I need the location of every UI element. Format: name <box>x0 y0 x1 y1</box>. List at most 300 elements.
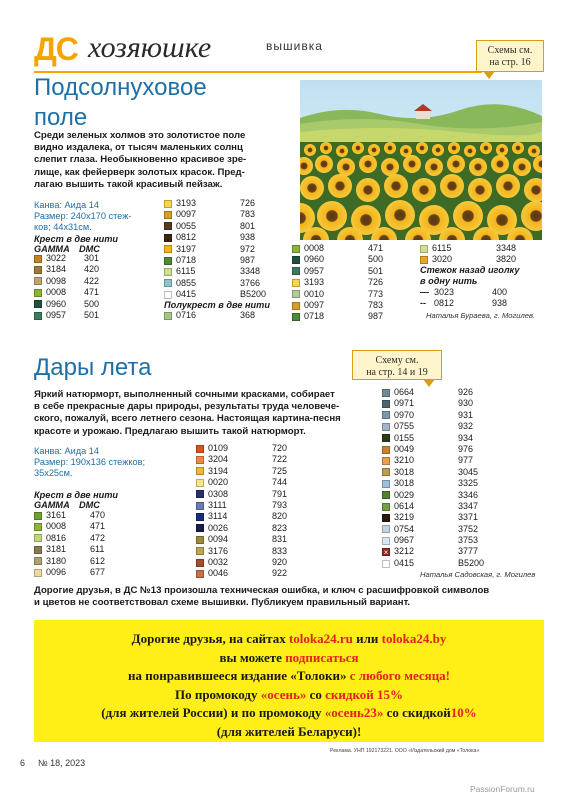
thread-row <box>420 243 540 254</box>
thread-row <box>164 255 284 266</box>
promo-text: со <box>309 686 322 702</box>
callout-tail <box>483 71 495 79</box>
color-swatch <box>292 267 300 275</box>
canvas-info: Канва: Аида 14 Размер: 190х136 стежков; 35х25см. <box>34 446 146 478</box>
thread-row <box>34 287 144 298</box>
dmc-code: 3371 <box>458 512 479 523</box>
thread-row <box>382 467 512 478</box>
color-swatch <box>34 277 42 285</box>
color-swatch <box>382 389 390 397</box>
dmc-code: 400 <box>492 287 508 297</box>
gamma-code: 3204 <box>208 454 229 465</box>
dmc-code: B5200 <box>240 289 267 300</box>
gamma-code: 0812 <box>434 298 455 309</box>
dmc-code: 783 <box>368 299 384 310</box>
thread-row <box>292 300 402 311</box>
gamma-code: 3193 <box>176 198 197 208</box>
color-swatch <box>34 534 42 542</box>
color-swatch <box>34 557 42 565</box>
dmc-code: 471 <box>84 287 100 298</box>
callout-line: Схему см. <box>375 355 419 366</box>
thread-row <box>164 221 284 232</box>
thread-row <box>34 556 144 567</box>
cross-stitch-header: Крест в две нити <box>34 234 119 244</box>
gamma-code: 0971 <box>394 398 415 409</box>
gamma-code: 0097 <box>176 209 197 220</box>
gamma-code: 0967 <box>394 535 415 546</box>
color-swatch <box>34 546 42 554</box>
dmc-code: 500 <box>368 254 384 265</box>
gamma-code: 3176 <box>208 545 229 556</box>
thread-row <box>292 243 402 254</box>
scheme-callout <box>476 40 544 72</box>
dmc-code: 726 <box>240 198 256 208</box>
color-swatch <box>382 480 390 488</box>
dmc-code: 3045 <box>458 466 479 477</box>
promo-banner <box>34 620 544 742</box>
dmc-code: 831 <box>272 534 288 545</box>
thread-row <box>34 276 144 287</box>
thread-row <box>196 454 326 465</box>
key-column <box>196 443 326 580</box>
backstitch-row <box>420 298 540 309</box>
thread-row <box>382 455 512 466</box>
color-swatch <box>420 245 428 253</box>
thread-row <box>34 310 144 321</box>
dmc-code: 791 <box>272 488 288 499</box>
header-rule <box>34 71 482 73</box>
color-swatch <box>164 234 172 242</box>
dmc-code: 3346 <box>458 489 479 500</box>
thread-row <box>196 511 326 522</box>
gamma-code: 0960 <box>304 254 325 265</box>
thread-row <box>164 278 284 289</box>
promo-discount: скидкой 15% <box>325 686 404 702</box>
dmc-code: 726 <box>368 277 384 288</box>
color-swatch <box>382 560 390 568</box>
color-swatch <box>164 245 172 253</box>
dmc-code: 976 <box>458 443 474 454</box>
gamma-code: 0957 <box>304 265 325 276</box>
color-swatch <box>196 490 204 498</box>
dmc-code: 922 <box>272 568 288 579</box>
thread-row <box>196 500 326 511</box>
gamma-code: 0109 <box>208 443 229 453</box>
dmc-code: 3348 <box>496 243 517 253</box>
thread-row <box>292 311 402 322</box>
gamma-code: 0718 <box>176 254 197 265</box>
dmc-code: 744 <box>272 477 288 488</box>
promo-text: (для жителей Беларуси)! <box>216 723 362 739</box>
scheme-callout <box>352 350 442 380</box>
issue-label: № 18, 2023 <box>38 758 86 768</box>
gamma-code: 0754 <box>394 523 415 534</box>
thread-row <box>196 546 326 557</box>
backstitch-row <box>420 287 540 298</box>
thread-row <box>34 510 144 521</box>
color-swatch <box>382 434 390 442</box>
gamma-code: 0096 <box>46 566 67 577</box>
thread-row <box>196 466 326 477</box>
thread-row <box>34 521 144 532</box>
dmc-code: 833 <box>272 545 288 556</box>
color-swatch <box>196 502 204 510</box>
dmc-code: B5200 <box>458 557 485 568</box>
color-swatch <box>382 400 390 408</box>
sunflower-field-image <box>300 80 542 240</box>
color-swatch <box>382 537 390 545</box>
color-swatch <box>164 268 172 276</box>
dmc-code: 934 <box>458 432 474 443</box>
backstitch-header: Стежок назад иголку в одну нить <box>420 265 520 286</box>
thread-row <box>382 535 512 546</box>
color-swatch <box>196 536 204 544</box>
gamma-code: 0960 <box>46 298 67 309</box>
gamma-code: 0010 <box>304 288 325 299</box>
color-swatch <box>292 290 300 298</box>
gamma-code: 0055 <box>176 220 197 231</box>
gamma-code: 3197 <box>176 243 197 254</box>
color-swatch <box>382 446 390 454</box>
gamma-code: 0026 <box>208 522 229 533</box>
color-swatch <box>34 569 42 577</box>
promo-highlight: подписаться <box>285 649 359 665</box>
gamma-code: 0049 <box>394 443 415 454</box>
thread-row <box>196 557 326 568</box>
dmc-code: 920 <box>272 556 288 567</box>
color-swatch <box>382 423 390 431</box>
key-column <box>420 243 540 266</box>
thread-row <box>382 444 512 455</box>
thread-row <box>292 277 402 288</box>
color-swatch <box>164 279 172 287</box>
promo-text: со скидкой <box>386 705 451 720</box>
gamma-code: 3184 <box>46 264 67 275</box>
color-swatch <box>196 524 204 532</box>
color-swatch <box>196 570 204 578</box>
dmc-code: 720 <box>272 443 288 453</box>
dmc-code: 793 <box>272 499 288 510</box>
gamma-code: 3180 <box>46 555 67 566</box>
dmc-code: 677 <box>90 566 106 577</box>
color-swatch <box>382 514 390 522</box>
col-dmc-label: DMC <box>79 244 100 254</box>
magazine-logo: ДС <box>34 31 78 67</box>
dmc-code: 725 <box>272 465 288 476</box>
color-swatch <box>382 468 390 476</box>
dmc-code: 932 <box>458 421 474 432</box>
thread-row <box>382 433 512 444</box>
dmc-code: 368 <box>240 310 256 320</box>
color-swatch <box>34 523 42 531</box>
color-swatch <box>382 525 390 533</box>
gamma-code: 3181 <box>46 544 67 555</box>
col-gamma-label: GAMMA <box>34 500 70 510</box>
gamma-code: 3219 <box>394 512 415 523</box>
thread-row <box>34 544 144 555</box>
gamma-code: 0614 <box>394 500 415 511</box>
color-swatch <box>34 512 42 520</box>
gamma-code: 0970 <box>394 409 415 420</box>
color-swatch <box>382 411 390 419</box>
promo-link-ru[interactable]: toloka24.ru <box>288 631 353 646</box>
color-swatch <box>292 245 300 253</box>
dmc-code: 820 <box>272 511 288 522</box>
key-column <box>164 310 284 321</box>
dmc-code: 501 <box>368 265 384 276</box>
promo-code: «осень23» <box>324 705 384 720</box>
dmc-code: 471 <box>90 521 106 532</box>
thread-row <box>164 232 284 243</box>
gamma-code: 0415 <box>176 289 197 300</box>
gamma-code: 0008 <box>46 287 67 298</box>
dmc-code: 472 <box>90 532 106 543</box>
color-swatch <box>196 479 204 487</box>
promo-text: Дорогие друзья, на сайтах <box>131 631 286 646</box>
line-style-marker: -- <box>420 298 426 309</box>
dmc-code: 987 <box>368 311 384 322</box>
thread-row <box>34 533 144 544</box>
color-swatch <box>292 279 300 287</box>
gamma-code: 3023 <box>434 287 455 297</box>
dmc-code: 3820 <box>496 254 517 265</box>
backstitch-key <box>420 287 540 310</box>
gamma-code: 0716 <box>176 310 197 320</box>
thread-row <box>196 489 326 500</box>
article-title: Дары лета <box>34 354 152 381</box>
dmc-code: 501 <box>84 309 100 320</box>
thread-row <box>164 244 284 255</box>
thread-row <box>382 478 512 489</box>
thread-row <box>382 524 512 535</box>
dmc-code: 977 <box>458 455 474 466</box>
gamma-code: 0816 <box>46 532 67 543</box>
thread-row <box>196 443 326 454</box>
gamma-code: 3193 <box>304 277 325 288</box>
gamma-code: 6115 <box>432 243 452 253</box>
color-swatch <box>34 266 42 274</box>
key-column <box>292 243 402 323</box>
thread-row <box>382 421 512 432</box>
thread-row <box>292 254 402 265</box>
dmc-code: 3348 <box>240 266 261 277</box>
article-description: Яркий натюрморт, выполненный сочными красками, собирает в себе прекрасные дары природы, результаты труда человече- ского, пожалуй, всего летнего сезона. Настоящая картина-песня красоте и урожаю. Предлагаю вышить такой натюрморт. <box>34 389 341 437</box>
gamma-code: 0308 <box>208 488 229 499</box>
gamma-code: 3194 <box>208 465 229 476</box>
article-title: Подсолнуховое поле <box>34 74 207 131</box>
dmc-code: 972 <box>240 243 256 254</box>
thread-row <box>292 289 402 300</box>
erratum-note: Дорогие друзья, в ДС №13 произошла техническая ошибка, и ключ с расшифровкой символов и цветов не соответствовал схеме вышивки. Публикуем правильный вариант. <box>34 585 490 609</box>
thread-row <box>34 567 144 578</box>
color-swatch <box>196 456 204 464</box>
section-title: хозяюшке <box>88 31 212 64</box>
color-swatch <box>164 211 172 219</box>
color-swatch <box>420 256 428 264</box>
gamma-code: 0812 <box>176 232 197 243</box>
thread-row <box>382 512 512 523</box>
thread-row <box>196 534 326 545</box>
dmc-code: 931 <box>458 409 474 420</box>
thread-row <box>196 568 326 579</box>
col-gamma-label: GAMMA <box>34 244 70 254</box>
dmc-code: 612 <box>90 555 106 566</box>
thread-row <box>382 501 512 512</box>
gamma-code: 0155 <box>394 432 415 443</box>
color-swatch <box>164 222 172 230</box>
thread-row <box>196 523 326 534</box>
promo-text: (для жителей России) и по промокоду <box>101 705 322 720</box>
color-swatch <box>382 503 390 511</box>
gamma-code: 3161 <box>46 510 67 520</box>
dmc-code: 3753 <box>458 535 479 546</box>
thread-row <box>196 477 326 488</box>
dmc-code: 500 <box>84 298 100 309</box>
dmc-code: 823 <box>272 522 288 533</box>
color-swatch <box>34 312 42 320</box>
dmc-code: 3347 <box>458 500 479 511</box>
promo-text: на понравившееся издание «Толоки» <box>127 668 347 683</box>
promo-text: По промокоду <box>174 686 258 702</box>
canvas-info: Канва: Аида 14 Размер: 240х170 стеж- ков; 44х31см. <box>34 200 132 232</box>
promo-highlight: с любого месяца! <box>349 668 451 683</box>
dmc-code: 938 <box>240 232 256 243</box>
thread-row <box>382 410 512 421</box>
dmc-code: 3325 <box>458 478 479 489</box>
color-swatch: × <box>383 548 389 558</box>
promo-discount: 10% <box>450 705 477 720</box>
dmc-code: 420 <box>84 264 100 275</box>
color-swatch <box>164 312 172 320</box>
thread-row <box>382 546 512 557</box>
gamma-code: 6115 <box>176 266 196 277</box>
callout-line: на стр. 14 и 19 <box>366 367 428 378</box>
gamma-code: 0855 <box>176 277 197 288</box>
dmc-code: 301 <box>84 253 100 263</box>
key-column <box>34 253 144 321</box>
color-swatch <box>196 445 204 453</box>
dmc-code: 3766 <box>240 277 261 288</box>
col-dmc-label: DMC <box>79 500 100 510</box>
gamma-code: 0008 <box>46 521 67 532</box>
color-swatch <box>292 256 300 264</box>
promo-text: вы можете <box>219 649 282 665</box>
dmc-code: 722 <box>272 454 288 465</box>
dmc-code: 987 <box>240 254 256 265</box>
gamma-code: 0755 <box>394 421 415 432</box>
gamma-code: 3212 <box>394 546 415 557</box>
color-swatch <box>292 302 300 310</box>
gamma-code: 0718 <box>304 311 325 322</box>
gamma-code: 0664 <box>394 387 415 397</box>
dmc-code: 783 <box>240 209 256 220</box>
color-swatch <box>164 257 172 265</box>
gamma-code: 0020 <box>208 477 229 488</box>
article-description: Среди зеленых холмов это золотистое поле видно издалека, от тысяч маленьких солнц слепит глаза. Необыкновенно красивое зре- лище, как фейерверк золотых красок. Пред- лагаю вышить такой красивый пейзаж. <box>34 130 247 190</box>
gamma-code: 0094 <box>208 534 229 545</box>
key-column <box>382 387 512 569</box>
author-credit: Наталья Садовская, г. Могилев <box>420 570 536 579</box>
color-swatch <box>34 300 42 308</box>
thread-row <box>164 266 284 277</box>
color-swatch <box>164 200 172 208</box>
dmc-code: 801 <box>240 220 256 231</box>
dmc-code: 773 <box>368 288 384 299</box>
gamma-code: 0008 <box>304 243 325 253</box>
section-subtitle: вышивка <box>266 39 323 53</box>
gamma-code: 3018 <box>394 466 415 477</box>
callout-line: на стр. 16 <box>489 57 531 68</box>
color-swatch <box>34 255 42 263</box>
gamma-code: 0029 <box>394 489 415 500</box>
color-swatch <box>196 467 204 475</box>
key-column <box>34 510 144 578</box>
cross-stitch-header: Крест в две нити <box>34 490 119 500</box>
thread-row <box>34 264 144 275</box>
half-stitch-header: Полукрест в две нити <box>164 300 270 310</box>
dmc-code: 470 <box>90 510 106 520</box>
author-credit: Наталья Бураева, г. Могилев. <box>426 311 536 320</box>
key-column <box>164 198 284 301</box>
color-swatch <box>196 547 204 555</box>
gamma-code: 3114 <box>208 511 228 522</box>
callout-line: Схемы см. <box>487 45 533 56</box>
dmc-code: 471 <box>368 243 384 253</box>
thread-row <box>34 299 144 310</box>
thread-row <box>292 266 402 277</box>
dmc-code: 611 <box>90 544 105 555</box>
page-number: 6 <box>20 758 26 768</box>
gamma-code: 3022 <box>46 253 67 263</box>
line-style-marker: — <box>420 287 429 297</box>
thread-row <box>164 198 284 209</box>
gamma-code: 3020 <box>432 254 453 265</box>
thread-row <box>382 398 512 409</box>
gamma-code: 0032 <box>208 556 229 567</box>
thread-row <box>34 253 144 264</box>
promo-code: «осень» <box>260 686 307 702</box>
dmc-code: 3777 <box>458 546 479 557</box>
gamma-code: 3111 <box>208 499 227 510</box>
gamma-code: 3018 <box>394 478 415 489</box>
dmc-code: 926 <box>458 387 474 397</box>
thread-row <box>382 490 512 501</box>
color-swatch <box>382 457 390 465</box>
thread-row <box>164 289 284 300</box>
color-swatch <box>382 491 390 499</box>
thread-row <box>164 209 284 220</box>
dmc-code: 3752 <box>458 523 479 534</box>
watermark: PassionForum.ru <box>470 784 535 794</box>
thread-row <box>164 310 284 321</box>
thread-row <box>382 387 512 398</box>
color-swatch <box>34 289 42 297</box>
dmc-code: 930 <box>458 398 474 409</box>
gamma-code: 0097 <box>304 299 325 310</box>
callout-tail <box>423 379 435 387</box>
color-swatch <box>292 313 300 321</box>
color-swatch <box>164 291 172 299</box>
gamma-code: 0957 <box>46 309 67 320</box>
promo-link-by[interactable]: toloka24.by <box>381 631 447 646</box>
promo-text: или <box>356 631 379 646</box>
gamma-code: 0046 <box>208 568 229 579</box>
dmc-code: 422 <box>84 275 100 286</box>
gamma-code: 3210 <box>394 455 415 466</box>
dmc-code: 938 <box>492 298 508 309</box>
gamma-code: 0415 <box>394 557 415 568</box>
ad-disclaimer: Реклама. УНП 192173221. ООО «Издательский дом «Толока» <box>330 748 480 754</box>
